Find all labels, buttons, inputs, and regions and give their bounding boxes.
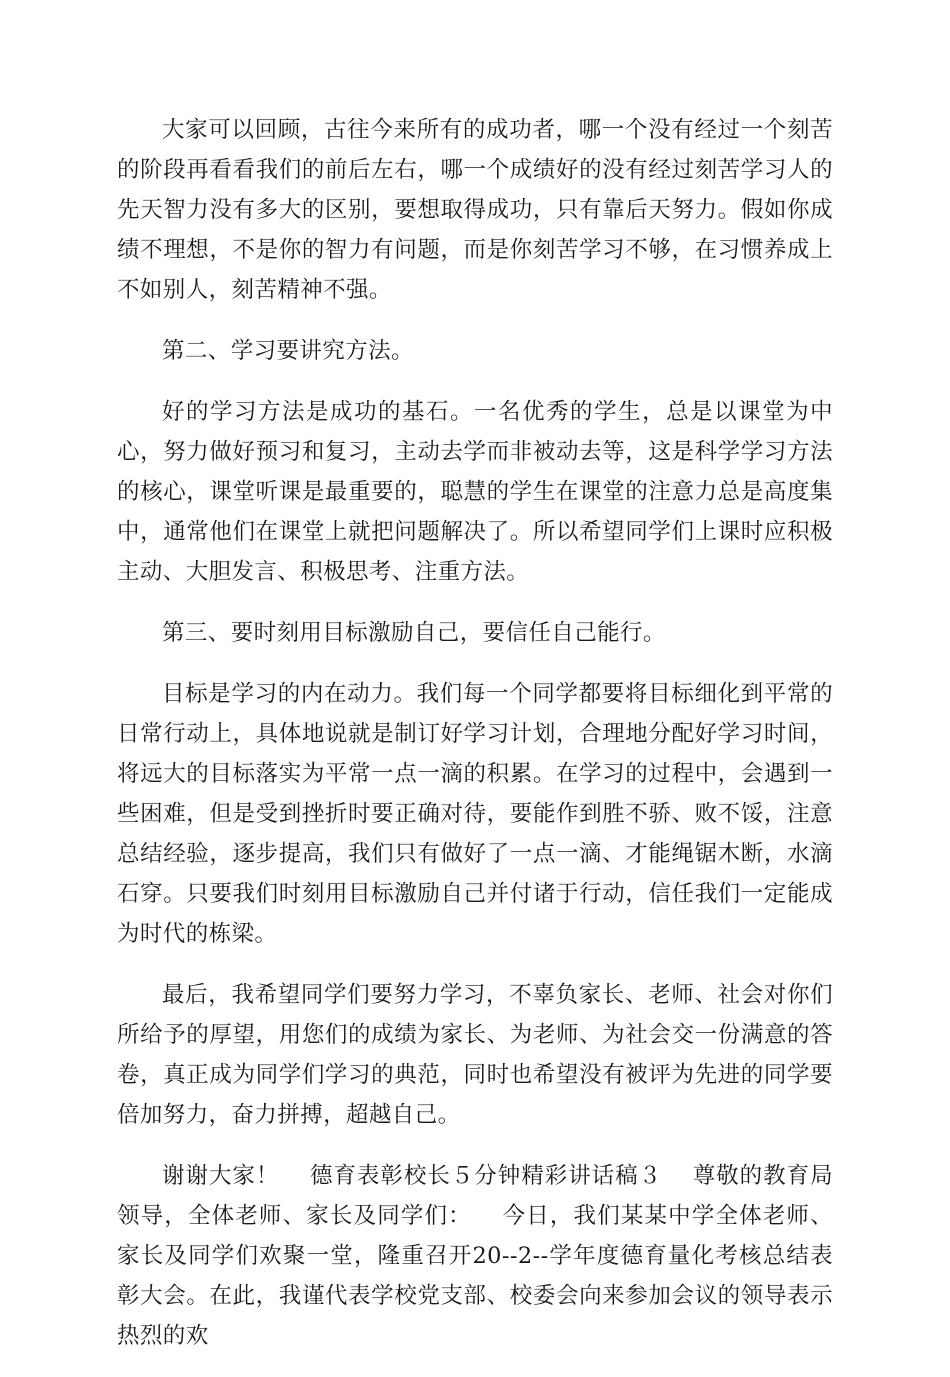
heading-goals: 第三、要时刻用目标激励自己，要信任自己能行。: [162, 620, 666, 646]
salutation-text: 尊敬的教育局领导，全体老师、家长及同学们：: [117, 1163, 833, 1229]
paragraph-hard-work: 大家可以回顾，古往今来所有的成功者，哪一个没有经过一个刻苦的阶段再看看我们的前后左右，哪一个成绩好的没有经过刻苦学习人的先天智力没有多大的区别，要想取得成功，只有靠后天努力。假如你成绩不理想，不是你的智力有问题，而是你刻苦学习不够，在习惯养成上不如别人，刻苦精神不强。: [117, 117, 833, 303]
heading-method: 第二、学习要讲究方法。: [162, 338, 414, 364]
paragraph-study-method: 好的学习方法是成功的基石。一名优秀的学生，总是以课堂为中心，努力做好预习和复习，主动去学而非被动去等，这是科学学习方法的核心，课堂听课是最重要的，聪慧的学生在课堂的注意力总是高度集中，通常他们在课堂上就把问题解决了。所以希望同学们上课时应积极主动、大胆发言、积极思考、注重方法。: [117, 399, 833, 585]
speech-title: 德育表彰校长５分钟精彩讲话稿３: [309, 1163, 663, 1189]
paragraph-closing: [117, 1156, 833, 1356]
paragraph-finally: 最后，我希望同学们要努力学习，不辜负家长、老师、社会对你们所给予的厚望，用您们的成绩为家长、为老师、为社会交一份满意的答卷，真正成为同学们学习的典范，同时也希望没有被评为先进的同学要倍加努力，奋力拼搏，超越自己。: [117, 982, 833, 1128]
opening-body-text: 今日，我们某某中学全体老师、家长及同学们欢聚一堂，隆重召开20--2--学年度德育量化考核总结表彰大会。在此，我谨代表学校党支部、校委会向来参加会议的领导表示热烈的欢: [117, 1203, 833, 1349]
thanks-text: 谢谢大家！: [162, 1163, 280, 1189]
document-page: [117, 110, 833, 1377]
paragraph-goals: 目标是学习的内在动力。我们每一个同学都要将目标细化到平常的日常行动上，具体地说就是制订好学习计划，合理地分配好学习时间，将远大的目标落实为平常一点一滴的积累。在学习的过程中，会遇到一些困难，但是受到挫折时要正确对待，要能作到胜不骄、败不馁，注意总结经验，逐步提高，我们只有做好了一点一滴、才能绳锯木断，水滴石穿。只要我们时刻用目标激励自己并付诸于行动，信任我们一定能成为时代的栋梁。: [117, 681, 833, 947]
